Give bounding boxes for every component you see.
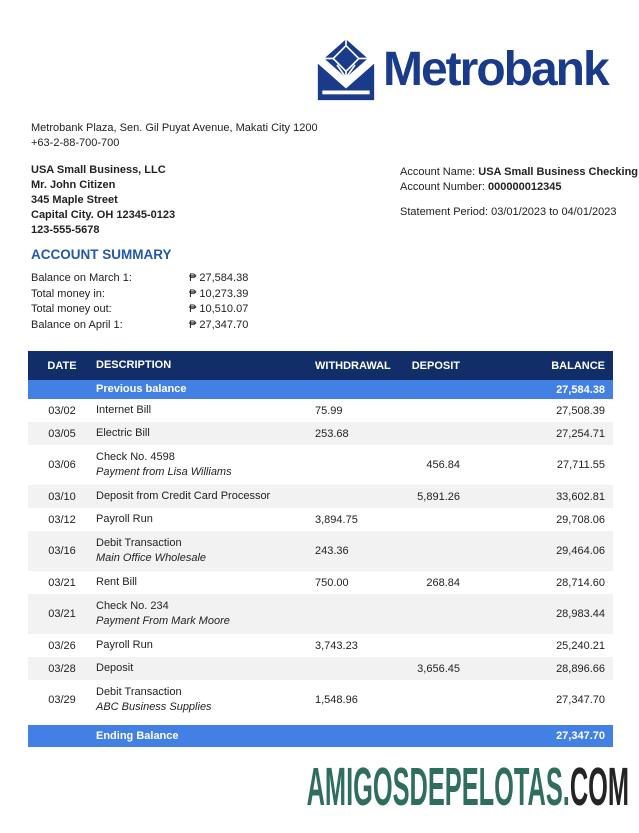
summary-label: Total money out:: [31, 303, 112, 315]
transaction-description: [96, 638, 310, 653]
account-name-value: USA Small Business Checking: [478, 166, 639, 178]
summary-label: Balance on March 1:: [31, 272, 132, 284]
transaction-description: [96, 531, 310, 571]
transaction-withdrawal: 3,743.23: [315, 639, 358, 652]
previous-balance-row: [28, 380, 613, 399]
transaction-date: 03/21: [48, 608, 76, 620]
table-row: [28, 445, 613, 485]
transaction-deposit: 5,891.26: [417, 490, 460, 503]
transaction-description: [96, 403, 310, 418]
account-number-label: Account Number:: [400, 181, 489, 193]
column-header-date: DATE: [47, 359, 77, 372]
ending-balance-row: [28, 725, 613, 747]
summary-row: [31, 318, 248, 334]
site-tld: COM: [569, 757, 629, 817]
transaction-date: 03/02: [48, 404, 76, 417]
customer-street: 345 Maple Street: [31, 194, 118, 206]
transaction-date: 03/29: [48, 694, 76, 706]
transaction-balance: 28,896.66: [556, 662, 605, 675]
bank-address-block: [31, 121, 318, 151]
transaction-balance: 28,714.60: [556, 576, 605, 589]
transaction-balance: 29,464.06: [556, 545, 605, 557]
transaction-balance: 27,254.71: [556, 427, 605, 440]
transaction-description-main: Payroll Run: [96, 513, 153, 525]
account-info-block: [400, 165, 638, 220]
table-row: [28, 571, 613, 594]
transaction-description: [96, 426, 310, 441]
bank-address-line: Metrobank Plaza, Sen. Gil Puyat Avenue, Makati City 1200: [31, 122, 318, 134]
transaction-deposit: 268.84: [426, 576, 460, 589]
transaction-date: 03/26: [48, 639, 76, 652]
transaction-description-main: Check No. 4598: [96, 451, 175, 463]
statement-period: Statement Period: 03/01/2023 to 04/01/2023: [400, 206, 617, 218]
transaction-date: 03/06: [48, 459, 76, 471]
transaction-table: [28, 351, 613, 747]
transaction-description-note: Payment from Lisa Williams: [96, 466, 232, 478]
transaction-balance: 27,508.39: [556, 404, 605, 417]
transaction-withdrawal: 75.99: [315, 404, 343, 417]
table-row: [28, 594, 613, 634]
table-row: [28, 399, 613, 422]
customer-city: Capital City. OH 12345-0123: [31, 209, 176, 221]
transaction-table-header: [28, 351, 613, 380]
column-header-deposit: DEPOSIT: [411, 359, 460, 372]
column-header-withdrawal: WITHDRAWAL: [315, 359, 391, 372]
account-summary-title: ACCOUNT SUMMARY: [31, 247, 172, 262]
customer-address-block: [31, 163, 175, 238]
transaction-description: [96, 512, 310, 527]
transaction-withdrawal: 243.36: [315, 545, 349, 557]
table-row: [28, 634, 613, 657]
column-header-balance: BALANCE: [551, 359, 605, 372]
metrobank-diamond-envelope-icon: [314, 38, 378, 102]
table-row: [28, 508, 613, 531]
transaction-deposit: 456.84: [426, 459, 460, 471]
column-header-description: DESCRIPTION: [96, 359, 172, 371]
summary-value: ₱ 27,584.38: [189, 272, 249, 284]
transaction-description-note: ABC Business Supplies: [96, 701, 212, 713]
customer-phone: 123-555-5678: [31, 224, 100, 236]
bank-phone: +63-2-88-700-700: [31, 137, 120, 149]
summary-label: Total money in:: [31, 287, 105, 300]
transaction-description-note: Payment From Mark Moore: [96, 615, 230, 627]
transaction-date: 03/16: [48, 545, 76, 557]
transaction-balance: 33,602.81: [556, 490, 605, 503]
account-summary-table: [31, 271, 248, 333]
transaction-balance: 29,708.06: [556, 513, 605, 526]
metrobank-wordmark: Metrobank: [383, 43, 608, 96]
summary-row: [31, 302, 248, 318]
transaction-description-main: Deposit: [96, 662, 134, 674]
account-name-label: Account Name:: [400, 166, 479, 178]
transaction-balance: 25,240.21: [556, 639, 605, 652]
account-number-line: [400, 180, 638, 195]
table-row: [28, 422, 613, 445]
transaction-description-main: Debit Transaction: [96, 686, 182, 698]
customer-contact: Mr. John Citizen: [31, 179, 116, 191]
table-row: [28, 657, 613, 680]
site-watermark: [306, 757, 629, 817]
brand-header: [314, 38, 608, 102]
transaction-withdrawal: 3,894.75: [315, 513, 358, 526]
table-row: [28, 531, 613, 571]
summary-value: ₱ 10,510.07: [189, 303, 249, 315]
transaction-description-main: Check No. 234: [96, 600, 169, 612]
transaction-description: [96, 680, 310, 720]
summary-row: [31, 287, 248, 303]
transaction-balance: 27,711.55: [556, 459, 605, 471]
transaction-date: 03/21: [48, 576, 76, 589]
previous-balance-value: 27,584.38: [556, 383, 605, 396]
transaction-balance: 28,983.44: [556, 608, 605, 620]
customer-name: USA Small Business, LLC: [31, 164, 166, 176]
summary-value: ₱ 10,273.39: [189, 287, 249, 300]
transaction-date: 03/12: [48, 513, 76, 526]
transaction-balance: 27,347.70: [556, 694, 605, 706]
transaction-description-main: Payroll Run: [96, 639, 153, 651]
table-row: [28, 485, 613, 508]
transaction-description-main: Debit Transaction: [96, 537, 182, 549]
transaction-description: [96, 575, 310, 590]
ending-balance-value: 27,347.70: [556, 730, 605, 742]
transaction-date: 03/05: [48, 427, 76, 440]
transaction-description-main: Rent Bill: [96, 576, 137, 588]
transaction-description-main: Deposit from Credit Card Processor: [96, 490, 271, 502]
transaction-withdrawal: 253.68: [315, 427, 349, 440]
table-row: [28, 680, 613, 720]
site-name: AMIGOSDEPELOTAS.: [306, 757, 570, 817]
transaction-description: [96, 489, 310, 504]
previous-balance-label: Previous balance: [96, 383, 187, 395]
transaction-description: [96, 661, 310, 676]
transaction-description: [96, 594, 310, 634]
transaction-description-main: Electric Bill: [96, 427, 150, 439]
transaction-rows: [28, 399, 613, 720]
transaction-withdrawal: 750.00: [315, 576, 349, 589]
transaction-description: [96, 445, 310, 485]
account-number-value: 000000012345: [488, 181, 562, 193]
account-name-line: [400, 165, 638, 180]
transaction-description-note: Main Office Wholesale: [96, 552, 207, 564]
ending-balance-label: Ending Balance: [96, 729, 179, 742]
transaction-description-main: Internet Bill: [96, 404, 152, 416]
transaction-withdrawal: 1,548.96: [315, 694, 358, 706]
summary-value: ₱ 27,347.70: [189, 318, 249, 331]
transaction-date: 03/10: [48, 490, 76, 503]
summary-label: Balance on April 1:: [31, 318, 123, 331]
transaction-date: 03/28: [48, 662, 76, 675]
summary-row: [31, 271, 248, 287]
transaction-deposit: 3,656.45: [417, 662, 460, 675]
